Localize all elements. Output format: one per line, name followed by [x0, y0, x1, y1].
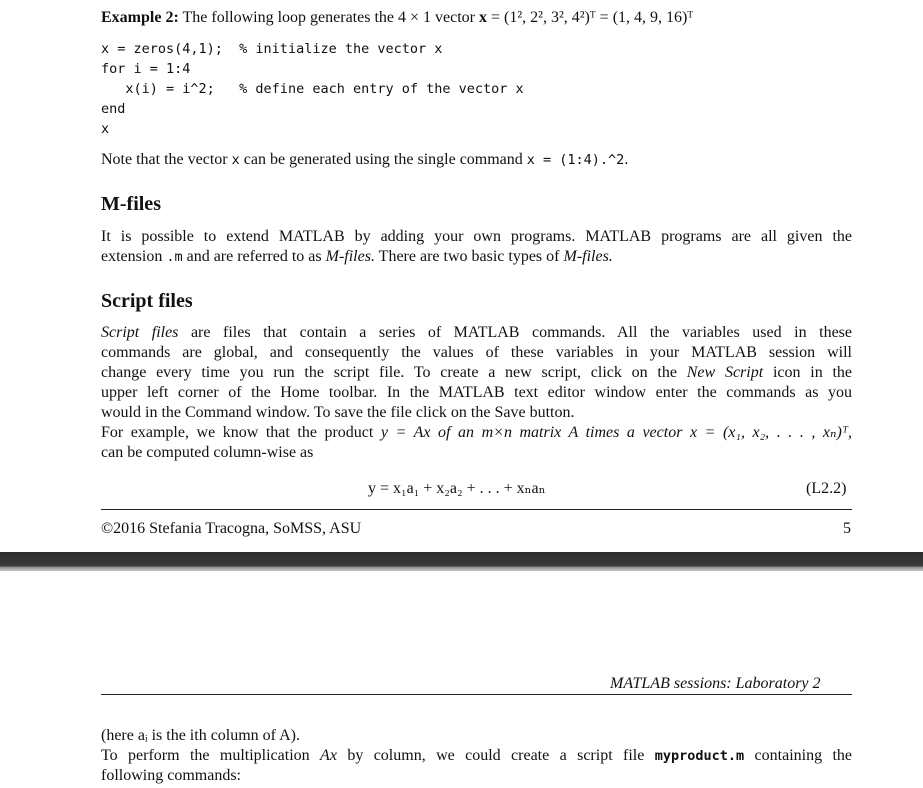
mfiles-paragraph: It is possible to extend MATLAB by adding your own programs. MATLAB programs are all given the extension .m and are referred to as M-files. There are two basic types of M-files. [101, 228, 852, 265]
example-vector: x [479, 9, 487, 26]
equation-number: (L2.2) [806, 480, 847, 497]
code-line: x = zeros(4,1); % initialize the vector x [101, 41, 443, 57]
footer-copyright: ©2016 Stefania Tracogna, SoMSS, ASU [101, 520, 362, 537]
equation: y = x₁a₁ + x₂a₂ + . . . + xₙaₙ [368, 480, 546, 497]
code-line: end [101, 101, 126, 117]
page-number: 5 [843, 520, 851, 537]
script-files-heading: Script files [101, 290, 193, 312]
example-formula: = (1², 2², 3², 4²)ᵀ = (1, 4, 9, 16)ᵀ [491, 9, 694, 26]
script-paragraph: Script files are files that contain a series of MATLAB commands. All the variables used in these commands are global, and consequently the values of these variables in your MATLAB session will change every time you run the script file. To create a new script, click on the New Script icon in the upper left corner of the Home toolbar. In the MATLAB text editor window enter the commands as you would in the Command window. To save the file click on the Save button. For example, we know that the product y = Ax of an m×n matrix A times a vector x = (x₁, x₂, . . . , xₙ)ᵀ, can be computed column-wise as [101, 324, 853, 461]
column-note: (here aᵢ is the ith column of A). [101, 727, 301, 744]
example-text: The following loop generates the 4 × 1 vector [182, 9, 475, 26]
multiplication-paragraph: To perform the multiplication Ax by column, we could create a script file myproduct.m containing the following commands: [101, 747, 853, 784]
page-6 [0, 571, 923, 788]
page-separator [0, 552, 923, 571]
code-line: x [101, 121, 110, 137]
example-line [101, 8, 693, 28]
note-line: Note that the vector x can be generated using the single command x = (1:4).^2. [101, 151, 629, 168]
header-rule [101, 694, 852, 695]
running-header: MATLAB sessions: Laboratory 2 [610, 675, 821, 692]
mfiles-heading: M-files [101, 193, 161, 215]
example-label: Example 2: [101, 9, 179, 26]
code-line: for i = 1:4 [101, 61, 191, 77]
code-line: x(i) = i^2; % define each entry of the vector x [101, 81, 524, 97]
footer-rule [101, 509, 852, 510]
